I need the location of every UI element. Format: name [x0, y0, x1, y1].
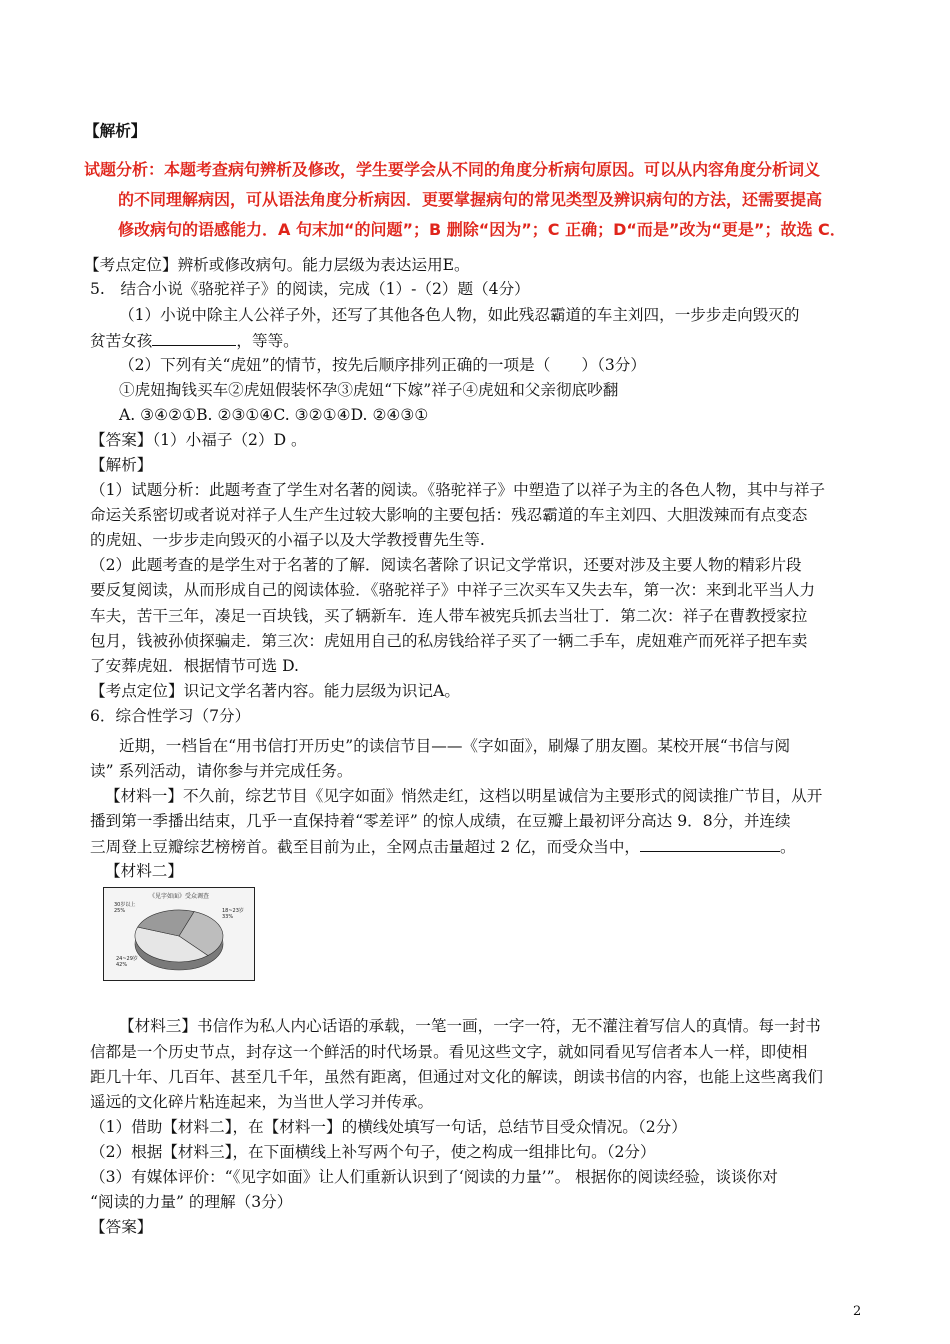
- audience-pie-chart: [103, 887, 255, 981]
- material1-line3: [90, 836, 796, 857]
- q5-analysis-line: （2）此题考查的是学生对于名著的了解．阅读名著除了识记文学常识，还要对涉及主要人物的精彩片段: [90, 556, 802, 574]
- pie-label-30plus: 30岁以上 25%: [114, 902, 136, 914]
- material2-label: 【材料二】: [105, 862, 183, 880]
- q6-intro-line2: 读” 系列活动，请你参与并完成任务。: [90, 762, 353, 780]
- q5-analysis-heading: 【解析】: [90, 456, 153, 474]
- q6-task3-line2: “阅读的力量” 的理解（3分）: [90, 1193, 293, 1211]
- q5-analysis-line: 车夫，苦干三年，凑足一百块钱，买了辆新车．连人带车被宪兵抓去当壮丁．第二次：祥子在曹教授家拉: [90, 607, 808, 625]
- material3-line1: 【材料三】书信作为私人内心话语的承载，一笔一画，一字一符，无不灌注着写信人的真情。每一封书: [119, 1017, 821, 1035]
- q5-analysis-line: 命运关系密切或者说对祥子人生产生过较大影响的主要包括：残忍霸道的车主刘四、大胆泼辣而有点变态: [90, 506, 808, 524]
- pie-label-24-29: 24~29岁 42%: [116, 956, 138, 968]
- q5-analysis-line: 包月，钱被孙侦探骗走．第三次：虎妞用自己的私房钱给祥子买了一辆二手车，虎妞难产而死祥子把车卖: [90, 632, 808, 650]
- q5-answer: 【答案】（1）小福子（2）D 。: [90, 431, 307, 449]
- q5-analysis-line: 的虎妞、一步步走向毁灭的小福子以及大学教授曹先生等.: [90, 531, 485, 549]
- material3-line2: 信都是一个历史节点，封存这一个鲜活的时代场景。看见这些文字，就如同看见写信者本人一样，即使相: [90, 1043, 808, 1061]
- knowledge-point-1: 【考点定位】辨析或修改病句。能力层级为表达运用E。: [84, 256, 470, 274]
- q5-title: 5. 结合小说《骆驼祥子》的阅读，完成（1）-（2）题（4分）: [90, 280, 530, 298]
- knowledge-point-2: 【考点定位】识记文学名著内容。能力层级为识记A。: [90, 682, 460, 700]
- q6-title: 6．综合性学习（7分）: [90, 707, 251, 725]
- analysis-red-line-3: 修改病句的语感能力．A 句末加“的问题”；B 删除“因为”；C 正确；D“而是”改为“更是”；故选 C．: [118, 220, 846, 239]
- q5-sub1-line2: [90, 330, 299, 351]
- q5-sub2: （2）下列有关“虎妞”的情节，按先后顺序排列正确的一项是（ ）（3分）: [119, 356, 646, 374]
- q5-analysis-line: 要反复阅读，从而形成自己的阅读体验．《骆驼祥子》中祥子三次买车又失去车，第一次：来到北平当人力: [90, 581, 816, 599]
- q5-sub1-line1: （1）小说中除主人公祥子外，还写了其他各色人物，如此残忍霸道的车主刘四，一步步走向毁灭的: [119, 306, 800, 324]
- q6-answer-heading: 【答案】: [90, 1218, 153, 1236]
- q6-task3-line1: （3）有媒体评价：“《见字如面》让人们重新认识到了‘阅读的力量’”。 根据你的阅读经验，谈谈你对: [90, 1168, 778, 1186]
- q6-task2: （2）根据【材料三】，在下面横线上补写两个句子，使之构成一组排比句。（2分）: [90, 1143, 656, 1161]
- material1-line3-tail: 。: [780, 838, 796, 856]
- material1-line1: 【材料一】不久前，综艺节目《见字如面》悄然走红，这档以明星诚信为主要形式的阅读推广节目，从开: [105, 787, 823, 805]
- page-number: 2: [853, 1304, 862, 1319]
- q6-task1: （1）借助【材料二】，在【材料一】的横线处填写一句话，总结节目受众情况。（2分）: [90, 1118, 687, 1136]
- analysis-red-line-2: 的不同理解病因，可从语法角度分析病因．更要掌握病句的常见类型及辨识病句的方法，还需要提高: [118, 190, 823, 209]
- q5-analysis-line: （1）试题分析：此题考查了学生对名著的阅读。《骆驼祥子》中塑造了以祥子为主的各色人物，其中与祥子: [90, 481, 826, 499]
- q5-sub1-text: 贫苦女孩: [90, 332, 153, 350]
- material3-line3: 距几十年、几百年、甚至几千年，虽然有距离，但通过对文化的解读，朗读书信的内容，也能上这些离我们: [90, 1068, 823, 1086]
- chart-title: 《见字如面》受众调查: [148, 893, 209, 900]
- material3-line4: 遥远的文化碎片粘连起来，为当世人学习并传承。: [90, 1093, 434, 1111]
- analysis-heading: 【解析】: [84, 121, 147, 140]
- q6-intro-line1: 近期，一档旨在“用书信打开历史”的读信节目——《字如面》，刷爆了朋友圈。某校开展“书信与阅: [119, 737, 791, 755]
- q5-options: A. ③④②①B. ②③①④C. ③②①④D. ②④③①: [119, 406, 429, 424]
- q5-events: ①虎妞掏钱买车②虎妞假装怀孕③虎妞“下嫁”祥子④虎妞和父亲彻底吵翻: [119, 381, 619, 399]
- material1-line2: 播到第一季播出结束，几乎一直保持着“零差评” 的惊人成绩，在豆瓣上最初评分高达 9．8分，并连续: [90, 812, 791, 830]
- q5-analysis-line: 了安葬虎妞．根据情节可选 D.: [90, 657, 299, 675]
- material1-answer-blank[interactable]: [640, 836, 780, 852]
- q5-sub1-tail: ，等等。: [236, 332, 299, 350]
- q5-answer-blank[interactable]: [152, 330, 236, 346]
- pie-label-18-23: 18~23岁 33%: [222, 908, 244, 920]
- analysis-red-line-1: 试题分析：本题考查病句辨析及修改，学生要学会从不同的角度分析病句原因。可以从内容角度分析词义: [84, 160, 821, 179]
- material1-line3-text: 三周登上豆瓣综艺榜榜首。截至目前为止，全网点击量超过 2 亿，而受众当中，: [90, 838, 641, 856]
